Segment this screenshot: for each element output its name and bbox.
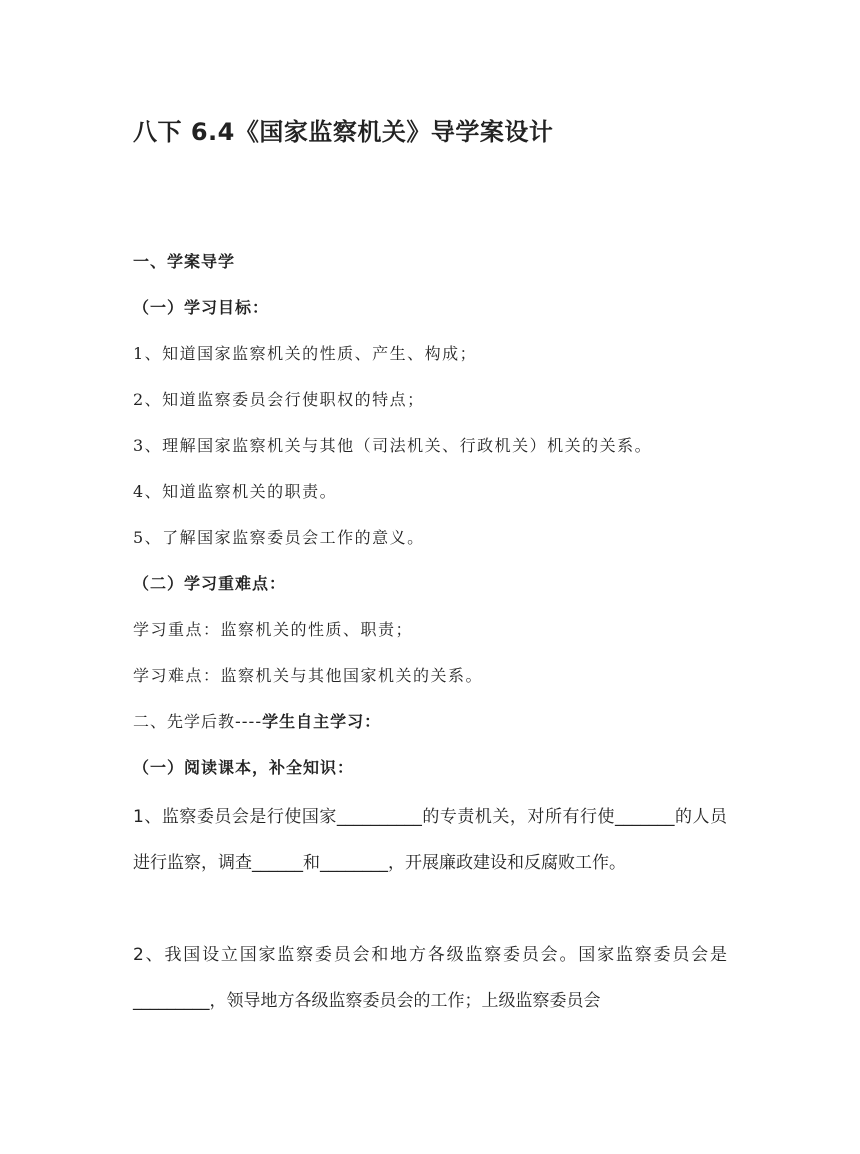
objective-item-3: 3、理解国家监察机关与其他（司法机关、行政机关）机关的关系。 xyxy=(133,436,653,455)
difficult-point: 学习难点：监察机关与其他国家机关的关系。 xyxy=(133,666,484,685)
objective-item-5: 5、了解国家监察委员会工作的意义。 xyxy=(133,528,425,547)
reading-heading: （一）阅读课本，补全知识： xyxy=(133,758,355,777)
objectives-heading: （一）学习目标： xyxy=(133,298,270,317)
section1-heading: 一、学案导学 xyxy=(133,252,236,271)
section2-heading xyxy=(133,712,381,732)
fill-in-paragraph-2 xyxy=(133,932,727,1024)
section2-heading-prefix: 二、先学后教---- xyxy=(133,712,263,731)
document-title: 八下 6.4《国家监察机关》导学案设计 xyxy=(133,118,554,146)
objective-item-4: 4、知道监察机关的职责。 xyxy=(133,482,338,501)
fill-in-paragraph-1 xyxy=(133,794,727,886)
keypoints-heading: （二）学习重难点： xyxy=(133,574,287,593)
objective-item-1: 1、知道国家监察机关的性质、产生、构成； xyxy=(133,344,478,363)
fill-item-1: 1、监察委员会是行使国家__________的专责机关，对所有行使_______的人员进行监察，调查______和________，开展廉政建设和反腐败工作。 xyxy=(133,807,727,873)
objective-item-2: 2、知道监察委员会行使职权的特点； xyxy=(133,390,425,409)
fill-item-2: 2、我国设立国家监察委员会和地方各级监察委员会。国家监察委员会是_________，领导地方各级监察委员会的工作；上级监察委员会 xyxy=(133,945,727,1011)
section2-heading-bold: 学生自主学习： xyxy=(262,712,382,731)
key-point: 学习重点：监察机关的性质、职责； xyxy=(133,620,414,639)
